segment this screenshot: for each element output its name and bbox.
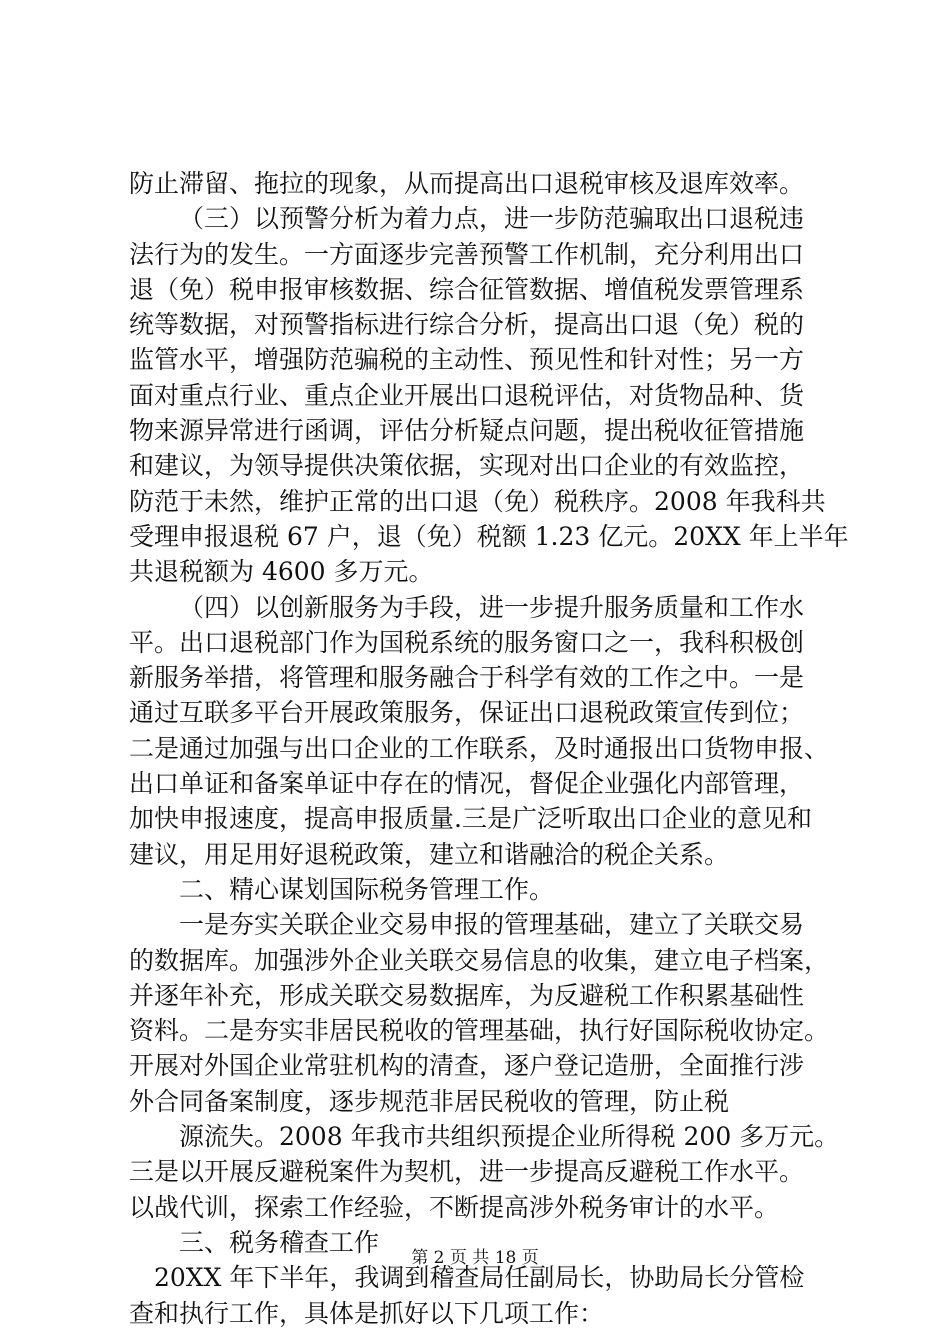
text-line: 外合同备案制度，逐步规范非居民税收的管理，防止税 (129, 1086, 730, 1116)
text-line: 一是夯实关联企业交易申报的管理基础，建立了关联交易 (179, 910, 805, 940)
text-line: 面对重点行业、重点企业开展出口退税评估，对货物品种、货 (129, 380, 805, 410)
text-line: 防范于未然，维护正常的出口退（免）税秩序。2008 年我科共 (129, 486, 826, 516)
text-line: （三）以预警分析为着力点，进一步防范骗取出口退税违 (179, 204, 805, 234)
text-line: 物来源异常进行函调，评估分析疑点问题，提出税收征管措施 (129, 416, 805, 446)
text-line: 的数据库。加强涉外企业关联交易信息的收集，建立电子档案， (129, 945, 830, 975)
text-line: 监管水平，增强防范骗税的主动性、预见性和针对性；另一方 (129, 345, 805, 375)
text-line: 新服务举措，将管理和服务融合于科学有效的工作之中。一是 (129, 663, 805, 693)
text-line: 建议，用足用好退税政策，建立和谐融洽的税企关系。 (129, 839, 730, 869)
text-line: 退（免）税申报审核数据、综合征管数据、增值税发票管理系 (129, 274, 805, 304)
text-line: 法行为的发生。一方面逐步完善预警工作机制，充分利用出口 (129, 239, 805, 269)
text-line: 防止滞留、拖拉的现象，从而提高出口退税审核及退库效率。 (129, 169, 805, 198)
text-line: 通过互联多平台开展政策服务，保证出口退税政策宣传到位； (129, 698, 805, 728)
text-line: 20XX 年下半年，我调到稽查局任副局长，协助局长分管检 (154, 1263, 805, 1293)
document-body (129, 166, 849, 1331)
text-line: 和建议，为领导提供决策依据，实现对出口企业的有效监控， (129, 451, 805, 481)
text-line: 二、精心谋划国际税务管理工作。 (179, 874, 555, 904)
text-line: 平。出口退税部门作为国税系统的服务窗口之一，我科积极创 (129, 627, 805, 657)
text-line: 受理申报退税 67 户，退（免）税额 1.23 亿元。20XX 年上半年 (129, 521, 849, 551)
text-line: 以战代训，探索工作经验，不断提高涉外税务审计的水平。 (129, 1192, 780, 1222)
text-line: 三、税务稽查工作 (179, 1227, 380, 1257)
text-line: 查和执行工作，具体是抓好以下几项工作： (129, 1298, 605, 1328)
page-footer: 第 2 页 共 18 页 (411, 1248, 539, 1268)
text-line: 源流失。2008 年我市共组织预提企业所得税 200 多万元。 (179, 1122, 840, 1152)
text-line: 加快申报速度，提高申报质量.三是广泛听取出口企业的意见和 (129, 804, 812, 834)
text-line: 二是通过加强与出口企业的工作联系，及时通报出口货物申报、 (129, 733, 830, 763)
text-line: （四）以创新服务为手段，进一步提升服务质量和工作水 (179, 592, 805, 622)
text-line: 出口单证和备案单证中存在的情况，督促企业强化内部管理， (129, 769, 805, 799)
text-line: 开展对外国企业常驻机构的清查，逐户登记造册，全面推行涉 (129, 1051, 805, 1081)
text-line: 共退税额为 4600 多万元。 (129, 557, 434, 587)
text-line: 资料。二是夯实非居民税收的管理基础，执行好国际税收协定。 (129, 1016, 830, 1046)
text-line: 统等数据，对预警指标进行综合分析，提高出口退（免）税的 (129, 310, 805, 340)
text-line: 三是以开展反避税案件为契机，进一步提高反避税工作水平。 (129, 1157, 805, 1187)
text-line: 并逐年补充，形成关联交易数据库，为反避税工作积累基础性 (129, 980, 805, 1010)
